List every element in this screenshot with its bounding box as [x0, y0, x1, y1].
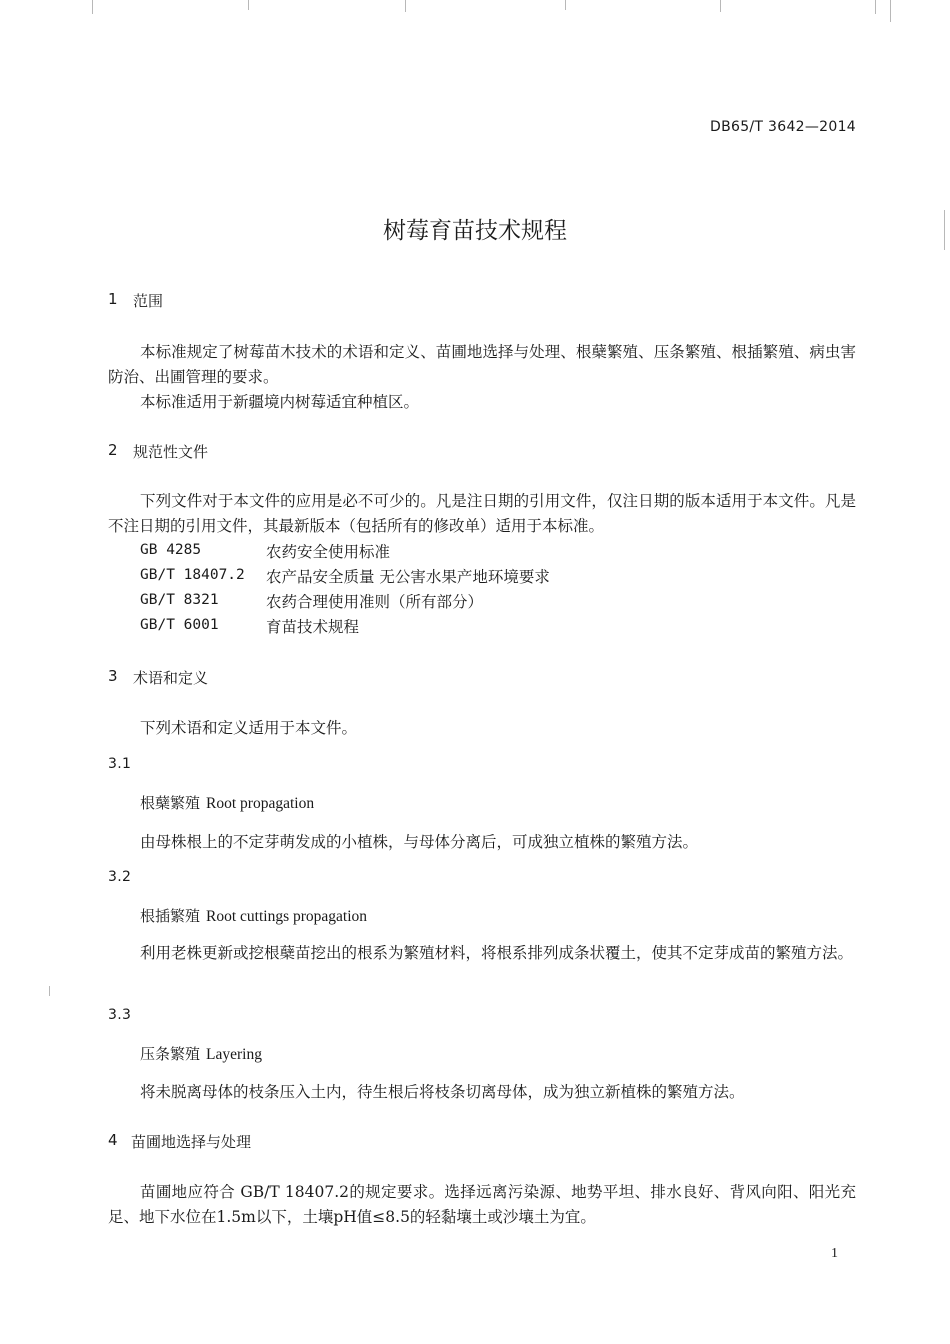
document-code: DB65/T 3642—2014: [710, 119, 856, 135]
scan-mark: [565, 0, 566, 10]
paragraph: 下列文件对于本文件的应用是必不可少的。凡是注日期的引用文件，仅注日期的版本适用于本文件。凡是不注日期的引用文件，其最新版本（包括所有的修改单）适用于本标准。: [108, 492, 856, 535]
term-en: Root propagation: [206, 795, 315, 812]
reference-name: 农药安全使用标准: [266, 543, 391, 561]
section-title: 规范性文件: [133, 443, 209, 461]
section-title: 苗圃地选择与处理: [131, 1133, 252, 1151]
reference-name: 育苗技术规程: [266, 618, 360, 636]
term-definition: 由母株根上的不定芽萌发成的小植株，与母体分离后，可成独立植株的繁殖方法。: [140, 833, 699, 851]
page-number: 1: [831, 1246, 838, 1261]
term-en: Layering: [206, 1046, 262, 1063]
term-heading: [140, 1043, 262, 1064]
reference-code: GB 4285: [140, 542, 202, 558]
section-number: 1: [108, 290, 118, 308]
term-number: 3.3: [108, 1007, 132, 1023]
reference-code: GB/T 18407.2: [140, 567, 245, 583]
scan-mark: [875, 0, 876, 14]
scan-mark: [92, 0, 93, 14]
section-number: 2: [108, 441, 118, 459]
term-en: Root cuttings propagation: [206, 908, 368, 925]
section-number: 4: [108, 1131, 118, 1149]
scan-mark: [405, 0, 406, 12]
term-heading: [140, 905, 367, 926]
paragraph: 本标准适用于新疆境内树莓适宜种植区。: [140, 393, 420, 411]
reference-name: 农产品安全质量 无公害水果产地环境要求: [266, 568, 550, 586]
term-number: 3.2: [108, 869, 132, 885]
scan-mark: [49, 986, 50, 996]
scan-mark: [720, 0, 721, 12]
paragraph: 苗圃地应符合 GB/T 18407.2的规定要求。选择远离污染源、地势平坦、排水良好、背风向阳、阳光充足、地下水位在1.5m以下，土壤pH值≤8.5的轻黏壤土或沙壤土为宜。: [108, 1183, 856, 1226]
section-title: 范围: [133, 292, 164, 310]
scan-mark: [248, 0, 249, 10]
scan-mark: [890, 0, 891, 22]
term-cn: 根蘖繁殖: [140, 794, 201, 812]
reference-code: GB/T 6001: [140, 617, 219, 633]
paragraph: 下列术语和定义适用于本文件。: [140, 719, 358, 737]
page-title: 树莓育苗技术规程: [383, 218, 567, 244]
section-number: 3: [108, 667, 118, 685]
term-definition: 利用老株更新或挖根蘖苗挖出的根系为繁殖材料，将根系排列成条状覆土，使其不定芽成苗的繁殖方法。: [140, 944, 854, 962]
reference-name: 农药合理使用准则（所有部分）: [266, 593, 484, 611]
reference-code: GB/T 8321: [140, 592, 219, 608]
term-number: 3.1: [108, 756, 132, 772]
section-title: 术语和定义: [133, 669, 209, 687]
term-heading: [140, 792, 314, 813]
paragraph: 本标准规定了树莓苗木技术的术语和定义、苗圃地选择与处理、根蘖繁殖、压条繁殖、根插繁殖、病虫害防治、出圃管理的要求。: [108, 343, 856, 386]
term-cn: 压条繁殖: [140, 1045, 201, 1063]
term-cn: 根插繁殖: [140, 907, 201, 925]
term-definition: 将未脱离母体的枝条压入土内，待生根后将枝条切离母体，成为独立新植株的繁殖方法。: [140, 1083, 745, 1101]
